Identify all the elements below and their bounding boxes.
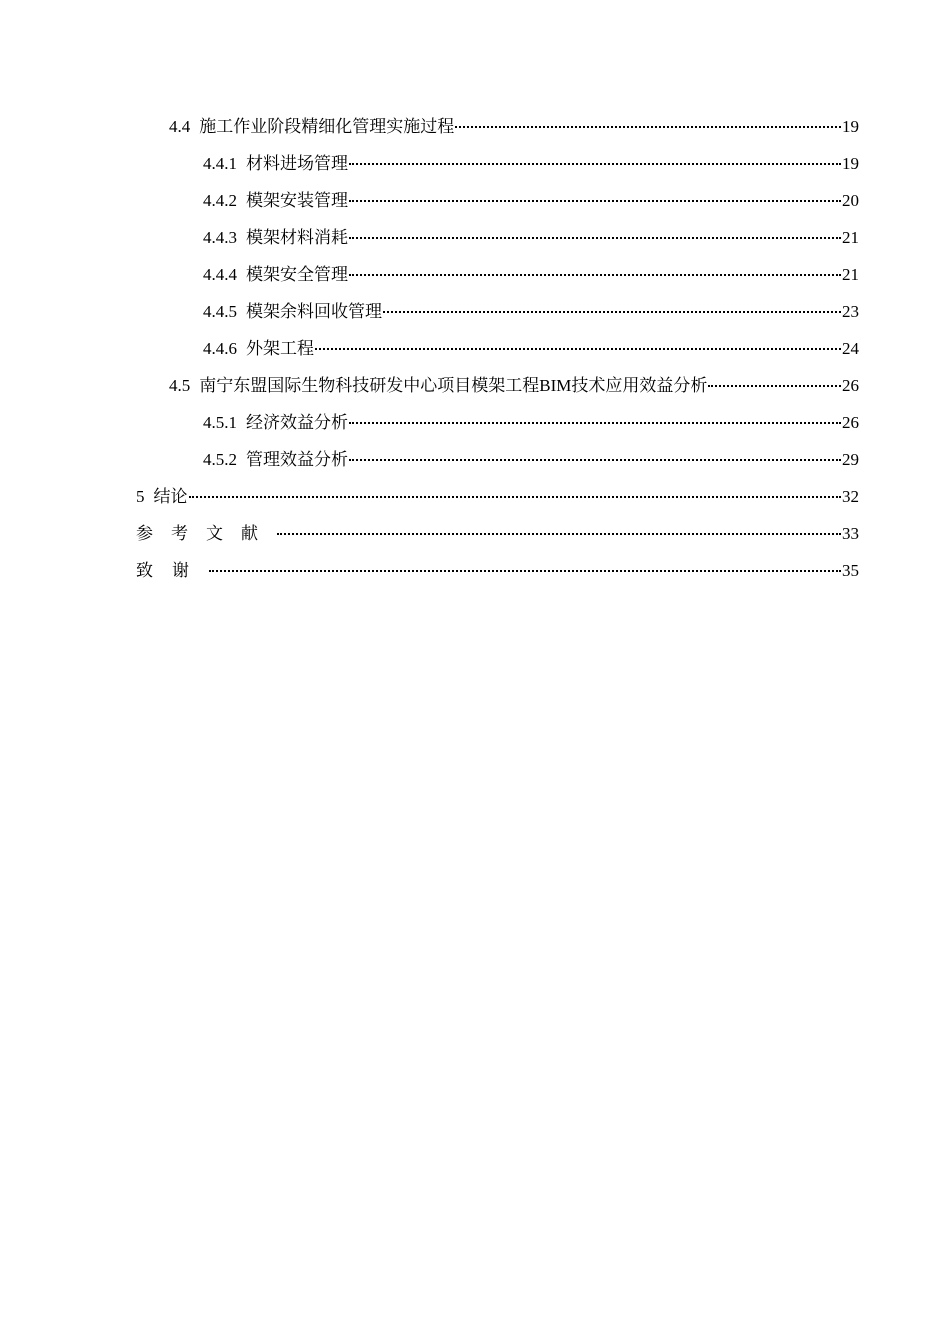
- toc-entry-title: 结论: [153, 487, 188, 506]
- toc-entry-page: 19: [842, 117, 859, 136]
- toc-entry-number: 4.5.1: [203, 413, 237, 432]
- toc-entry-4-4-5[interactable]: [136, 293, 859, 330]
- toc-entry-title: 模架余料回收管理: [246, 302, 382, 321]
- toc-entry-title: 管理效益分析: [246, 450, 348, 469]
- toc-entry-number: 4.4.1: [203, 154, 237, 173]
- toc-entry-number: 5: [136, 487, 145, 506]
- toc-entry-title: 施工作业阶段精细化管理实施过程: [199, 117, 455, 136]
- toc-entry-4-4[interactable]: [136, 108, 859, 145]
- dot-leader: [349, 455, 841, 461]
- toc-entry-title: 经济效益分析: [246, 413, 348, 432]
- toc-entry-4-5-1[interactable]: [136, 404, 859, 441]
- dot-leader: [349, 233, 841, 239]
- toc-entry-4-5-2[interactable]: [136, 441, 859, 478]
- dot-leader: [349, 159, 841, 165]
- toc-entry-page: 26: [842, 376, 859, 395]
- toc-entry-page: 29: [842, 450, 859, 469]
- toc-entry-4-5[interactable]: [136, 367, 859, 404]
- dot-leader: [209, 566, 841, 572]
- toc-entry-number: 4.4.3: [203, 228, 237, 247]
- toc-entry-references[interactable]: [136, 515, 859, 552]
- toc-entry-page: 32: [842, 487, 859, 506]
- toc-entry-page: 19: [842, 154, 859, 173]
- toc-entry-page: 26: [842, 413, 859, 432]
- toc-entry-title: 致谢: [136, 561, 208, 580]
- toc-entry-number: 4.4.5: [203, 302, 237, 321]
- toc-entry-4-4-2[interactable]: [136, 182, 859, 219]
- dot-leader: [189, 492, 842, 498]
- toc-entry-number: 4.5.2: [203, 450, 237, 469]
- dot-leader: [349, 270, 841, 276]
- toc-entry-title: 模架安全管理: [246, 265, 348, 284]
- toc-entry-number: 4.4: [169, 117, 191, 136]
- toc-entry-page: 33: [842, 524, 859, 543]
- dot-leader: [277, 529, 841, 535]
- toc-entry-page: 21: [842, 265, 859, 284]
- toc-entry-title: 南宁东盟国际生物科技研发中心项目模架工程BIM技术应用效益分析: [199, 376, 708, 395]
- dot-leader: [455, 122, 841, 128]
- toc-entry-title: 模架材料消耗: [246, 228, 348, 247]
- toc-entry-title: 外架工程: [246, 339, 314, 358]
- toc-entry-title: 参考文献: [136, 524, 276, 543]
- table-of-contents: [136, 108, 859, 589]
- toc-entry-page: 20: [842, 191, 859, 210]
- toc-entry-4-4-4[interactable]: [136, 256, 859, 293]
- toc-entry-4-4-3[interactable]: [136, 219, 859, 256]
- toc-entry-4-4-1[interactable]: [136, 145, 859, 182]
- toc-entry-number: 4.4.6: [203, 339, 237, 358]
- toc-entry-number: 4.4.2: [203, 191, 237, 210]
- dot-leader: [383, 307, 841, 313]
- toc-entry-number: 4.5: [169, 376, 191, 395]
- dot-leader: [708, 381, 841, 387]
- toc-entry-title: 模架安装管理: [246, 191, 348, 210]
- toc-entry-5[interactable]: [136, 478, 859, 515]
- toc-entry-page: 24: [842, 339, 859, 358]
- dot-leader: [349, 196, 841, 202]
- toc-entry-4-4-6[interactable]: [136, 330, 859, 367]
- dot-leader: [349, 418, 841, 424]
- toc-entry-page: 23: [842, 302, 859, 321]
- toc-entry-acknowledgements[interactable]: [136, 552, 859, 589]
- toc-entry-page: 21: [842, 228, 859, 247]
- dot-leader: [315, 344, 841, 350]
- toc-entry-number: 4.4.4: [203, 265, 237, 284]
- toc-entry-page: 35: [842, 561, 859, 580]
- toc-entry-title: 材料进场管理: [246, 154, 348, 173]
